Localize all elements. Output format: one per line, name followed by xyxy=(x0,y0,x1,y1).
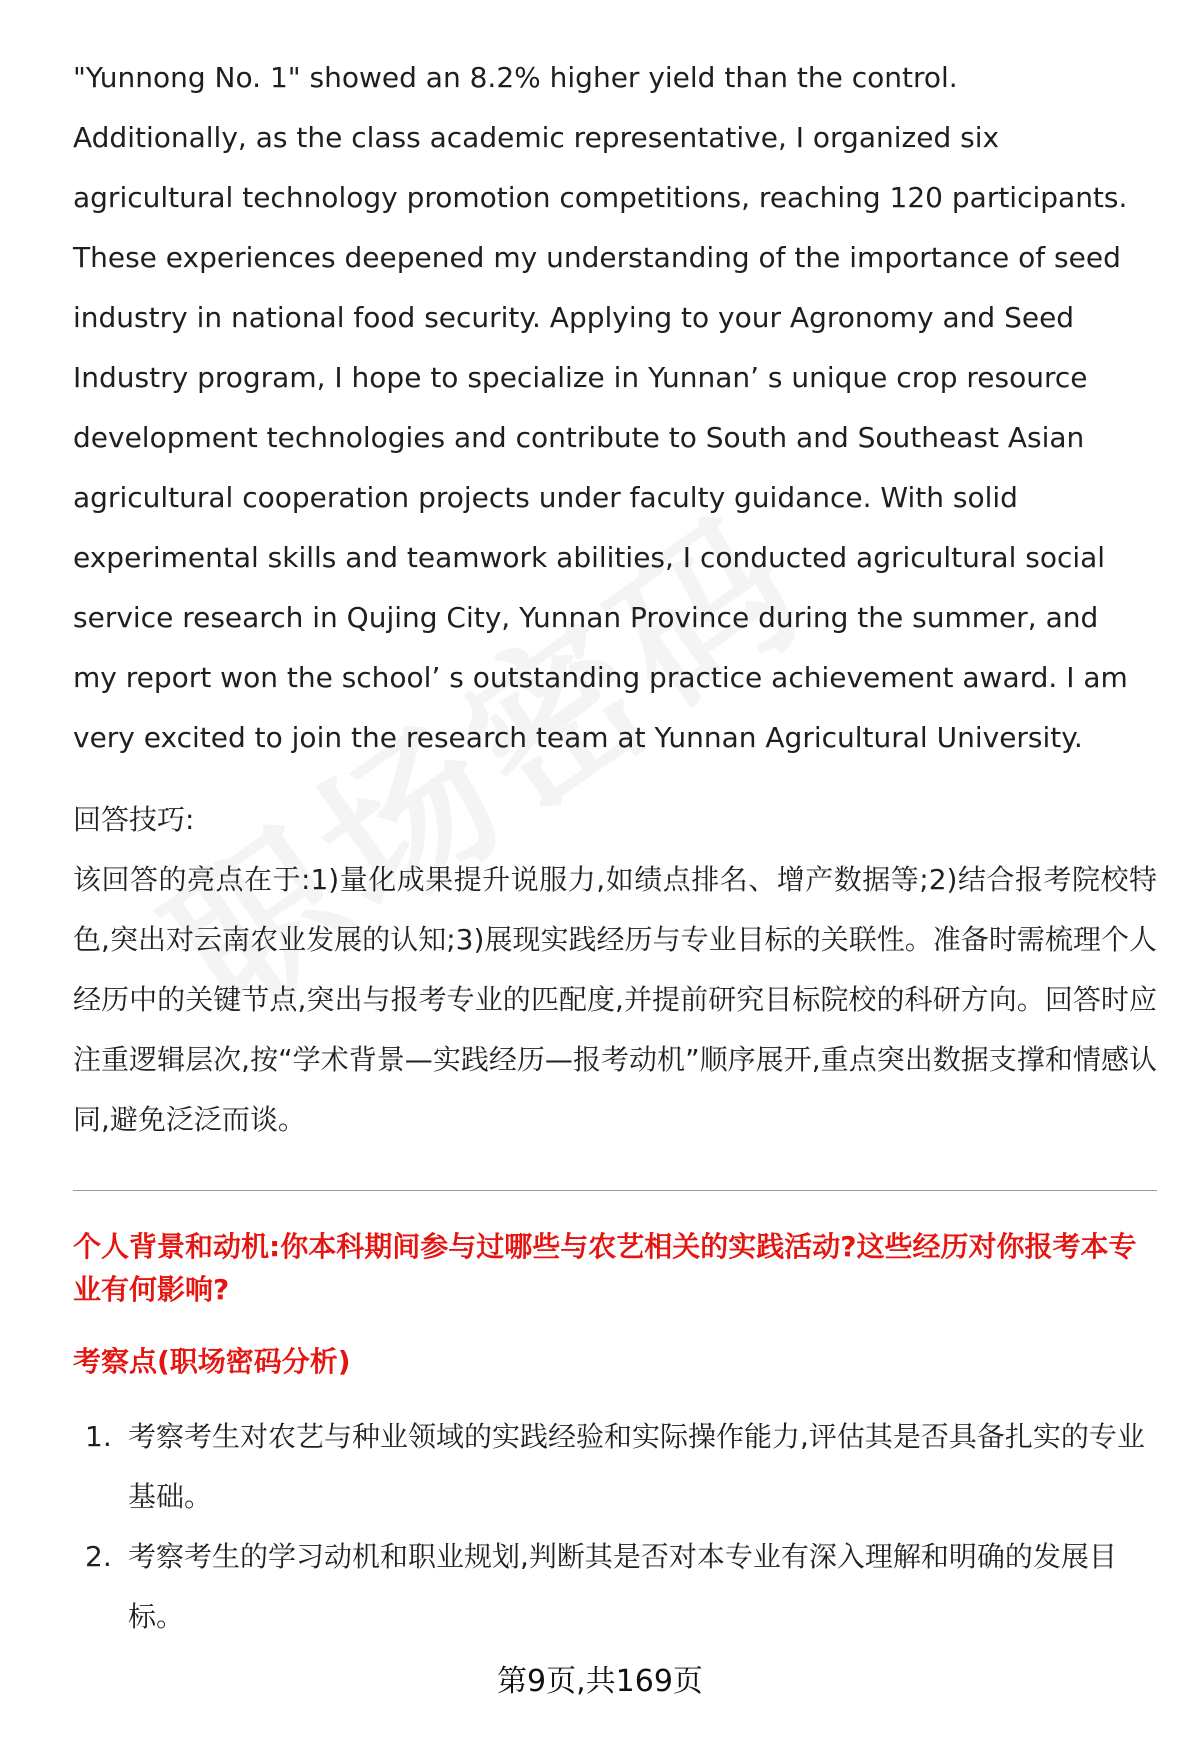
point-number: 1. xyxy=(85,1420,112,1453)
point-text: 考察考生对农艺与种业领域的实践经验和实际操作能力,评估其是否具备扎实的专业基础。 xyxy=(128,1420,1145,1513)
page-footer: 第9页,共169页 xyxy=(497,1664,703,1699)
tips-label: 回答技巧: xyxy=(73,803,195,836)
point-number: 2. xyxy=(85,1540,112,1573)
question-heading: 个人背景和动机:你本科期间参与过哪些与农艺相关的实践活动?这些经历对你报考本专业有何影响? xyxy=(73,1230,1137,1306)
section-divider xyxy=(73,1190,1157,1191)
assessment-point xyxy=(73,1407,1157,1527)
assessment-points-list xyxy=(73,1407,1157,1647)
assessment-subheading: 考察点(职场密码分析) xyxy=(73,1345,351,1378)
tips-body: 该回答的亮点在于:1)量化成果提升说服力,如绩点排名、增产数据等;2)结合报考院校特色,突出对云南农业发展的认知;3)展现实践经历与专业目标的关联性。准备时需梳理个人经历中的关键节点,突出与报考专业的匹配度,并提前研究目标院校的科研方向。回答时应注重逻辑层次,按“学术背景—实践经历—报考动机”顺序展开,重点突出数据支撑和情感认同,避免泛泛而谈。 xyxy=(73,863,1157,1136)
document-body xyxy=(73,48,1157,1647)
point-text: 考察考生的学习动机和职业规划,判断其是否对本专业有深入理解和明确的发展目标。 xyxy=(128,1540,1117,1633)
answer-paragraph: "Yunnong No. 1" showed an 8.2% higher yield than the control. Additionally, as the class academic representative, I organized six agricultural technology promotion competitions, reaching 120 participants. These experiences deepened my understanding of the importance of seed industry in national food security. Applying to your Agronomy and Seed Industry program, I hope to specialize in Yunnan’ s unique crop resource development technologies and contribute to South and Southeast Asian agricultural cooperation projects under faculty guidance. With solid experimental skills and teamwork abilities, I conducted agricultural social service research in Qujing City, Yunnan Province during the summer, and my report won the school’ s outstanding practice achievement award. I am very excited to join the research team at Yunnan Agricultural University. xyxy=(73,61,1128,754)
assessment-point xyxy=(73,1527,1157,1647)
